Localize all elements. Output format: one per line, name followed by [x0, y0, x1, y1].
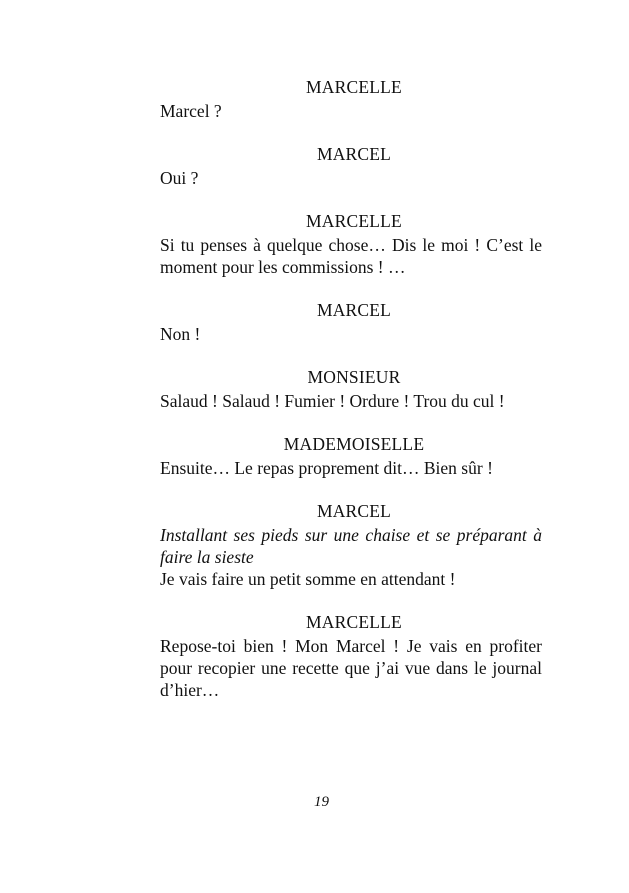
dialogue-block: [160, 143, 542, 189]
dialogue-block: [160, 76, 542, 122]
dialogue-line: Ensuite… Le repas proprement dit… Bien sûr !: [160, 458, 493, 478]
speaker-name: MARCEL: [316, 501, 392, 521]
dialogue-container: [160, 76, 542, 722]
speaker-name: MARCELLE: [306, 77, 402, 97]
dialogue-line: Marcel ?: [160, 101, 222, 121]
dialogue-line: Je vais faire un petit somme en attendant !: [160, 569, 456, 589]
speaker-name: MADEMOISELLE: [283, 434, 425, 454]
dialogue-block: [160, 210, 542, 278]
dialogue-block: [160, 500, 542, 590]
dialogue-block: [160, 299, 542, 345]
dialogue-line: Oui ?: [160, 168, 199, 188]
dialogue-block: [160, 366, 542, 412]
dialogue-block: [160, 433, 542, 479]
speaker-name: MARCEL: [316, 144, 392, 164]
dialogue-line: Non !: [160, 324, 201, 344]
speaker-name: MONSIEUR: [307, 367, 401, 387]
dialogue-line: Repose-toi bien ! Mon Marcel ! Je vais en profiter pour recopier une recette que j’ai vue dans le journal d’hier…: [160, 636, 542, 700]
dialogue-line: Si tu penses à quelque chose… Dis le moi ! C’est le moment pour les commissions ! …: [160, 235, 542, 277]
dialogue-block: [160, 611, 542, 701]
page-number: 19: [314, 794, 329, 810]
stage-direction: Installant ses pieds sur une chaise et se préparant à faire la sieste: [160, 525, 542, 567]
dialogue-line: Salaud ! Salaud ! Fumier ! Ordure ! Trou du cul !: [160, 391, 505, 411]
speaker-name: MARCELLE: [306, 612, 402, 632]
speaker-name: MARCEL: [316, 300, 392, 320]
speaker-name: MARCELLE: [306, 211, 402, 231]
